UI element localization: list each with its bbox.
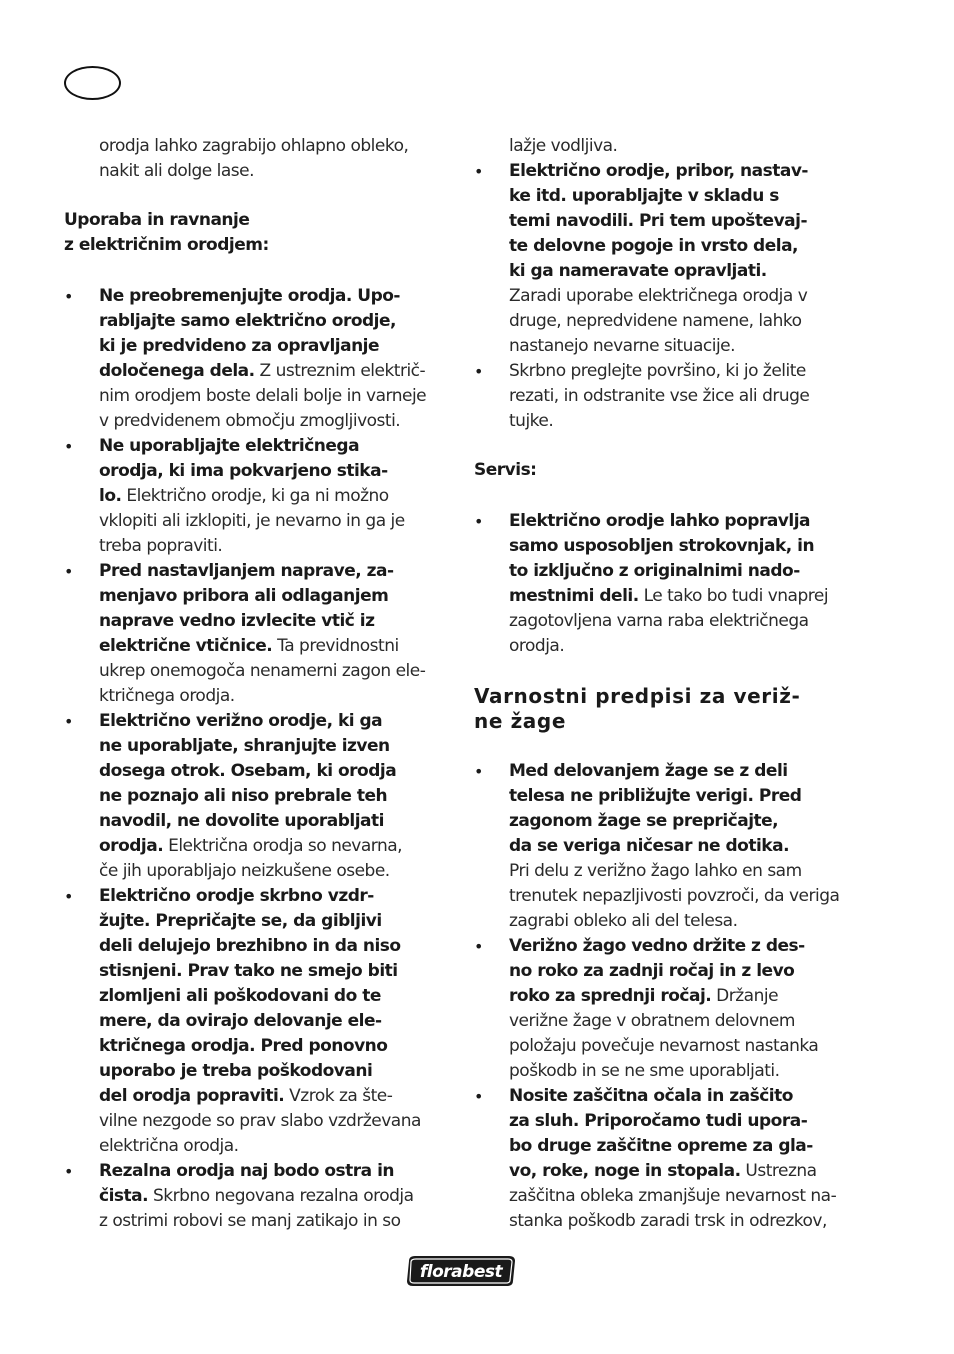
bullet-dot: • <box>64 887 73 906</box>
bullet-text-bold: uporabo je treba poškodovani <box>99 1061 373 1081</box>
bullet-text-normal: Skrbno negovana rezalna orodja <box>148 1186 414 1206</box>
bullet-text-line <box>509 984 778 1009</box>
bullet-dot: • <box>474 362 483 381</box>
bullet-text-normal: v predvidenem območju zmogljivosti. <box>99 411 401 431</box>
bullet-text-bold: te delovne pogoje in vrsto dela, <box>509 236 798 256</box>
bullet-text-bold: orodja, ki ima pokvarjeno stika- <box>99 461 388 481</box>
bullet-text-bold: navodil, ne dovolite uporabljati <box>99 811 384 831</box>
bullet-text-bold: Električno orodje lahko popravlja <box>509 511 811 531</box>
bullet-text-bold: vo, roke, noge in stopala. <box>509 1161 741 1181</box>
bullet-text-bold: stisnjeni. Prav tako ne smejo biti <box>99 961 398 981</box>
bullet-text-normal: treba popraviti. <box>99 536 223 556</box>
bullet-text-bold: ki ga nameravate opravljati. <box>509 261 767 281</box>
bullet-text-normal: Zaradi uporabe električnega orodja v <box>509 286 808 306</box>
intro-line: orodja lahko zagrabijo ohlapno obleko, <box>99 136 409 156</box>
bullet-text-bold: ne uporabljate, shranjujte izven <box>99 736 390 756</box>
bullet-text-normal: stanka poškodb zaradi trsk in odrezkov, <box>509 1211 827 1231</box>
bullet-text-bold: določenega dela. <box>99 361 255 381</box>
bullet-text-normal: Z ustreznim električ- <box>254 361 426 381</box>
bullet-text-line <box>99 484 389 509</box>
bullet-text-normal: verižne žage v obratnem delovnem <box>509 1011 795 1031</box>
bullet-text-bold: temi navodili. Pri tem upoštevaj- <box>509 211 808 231</box>
intro-line: nakit ali dolge lase. <box>99 161 255 181</box>
bullet-text-bold: Med delovanjem žage se z deli <box>509 761 788 781</box>
bullet-text-bold: da se veriga ničesar ne dotika. <box>509 836 790 856</box>
bullet-text-bold: Električno orodje, pribor, nastav- <box>509 161 808 181</box>
bullet-dot: • <box>474 762 483 781</box>
bullet-text-normal: orodja. <box>509 636 565 656</box>
bullet-text-normal: Le tako bo tudi vnaprej <box>638 586 829 606</box>
bullet-text-bold: ktričnega orodja. Pred ponovno <box>99 1036 388 1056</box>
bullet-text-bold: rabljajte samo električno orodje, <box>99 311 396 331</box>
bullet-dot: • <box>474 512 483 531</box>
bullet-text-bold: zlomljeni ali poškodovani do te <box>99 986 381 1006</box>
bullet-text-bold: deli delujejo brezhibno in da niso <box>99 936 401 956</box>
continuation-line: lažje vodljiva. <box>509 136 618 156</box>
bullet-text-normal: zaščitna obleka zmanjšuje nevarnost na- <box>509 1186 837 1206</box>
bullet-text-normal: rezati, in odstranite vse žice ali druge <box>509 386 810 406</box>
servis-heading: Servis: <box>474 460 537 480</box>
bullet-text-bold: samo usposobljen strokovnjak, in <box>509 536 815 556</box>
bullet-text-normal: Držanje <box>711 986 779 1006</box>
bullet-dot: • <box>474 1087 483 1106</box>
bullet-text-normal: Električna orodja so nevarna, <box>163 836 403 856</box>
bullet-text-normal: zagrabi obleko ali del telesa. <box>509 911 738 931</box>
bullet-text-bold: Električno verižno orodje, ki ga <box>99 711 383 731</box>
safety-heading: Varnostni predpisi za veriž- <box>474 684 801 708</box>
bullet-text-bold: ne poznajo ali niso prebrale teh <box>99 786 388 806</box>
bullet-dot: • <box>64 1162 73 1181</box>
bullet-text-line <box>99 1084 392 1109</box>
bullet-text-bold: Ne uporabljajte električnega <box>99 436 360 456</box>
bullet-text-line <box>99 1184 414 1209</box>
bullet-text-line <box>509 1159 817 1184</box>
bullet-text-bold: ki je predvideno za opravljanje <box>99 336 380 356</box>
bullet-text-bold: Pred nastavljanjem naprave, za- <box>99 561 394 581</box>
right-column <box>474 0 864 1354</box>
bullet-text-normal: poškodb in se ne sme uporabljati. <box>509 1061 780 1081</box>
bullet-text-bold: Električno orodje skrbno vzdr- <box>99 886 374 906</box>
bullet-text-bold: Verižno žago vedno držite z des- <box>509 936 805 956</box>
bullet-text-bold: lo. <box>99 486 122 506</box>
bullet-text-normal: če jih uporabljajo neizkušene osebe. <box>99 861 390 881</box>
bullet-text-normal: položaju povečuje nevarnost nastanka <box>509 1036 819 1056</box>
bullet-text-bold: del orodja popraviti. <box>99 1086 285 1106</box>
bullet-text-normal: druge, nepredvidene namene, lahko <box>509 311 802 331</box>
bullet-text-normal: ktričnega orodja. <box>99 686 235 706</box>
bullet-text-normal: vilne nezgode so prav slabo vzdrževana <box>99 1111 421 1131</box>
section-heading: z električnim orodjem: <box>64 235 269 255</box>
bullet-text-bold: električne vtičnice. <box>99 636 273 656</box>
safety-heading: ne žage <box>474 709 566 733</box>
bullet-text-bold: naprave vedno izvlecite vtič iz <box>99 611 375 631</box>
bullet-dot: • <box>64 437 73 456</box>
bullet-text-line <box>99 359 425 384</box>
bullet-text-normal: nim orodjem boste delali bolje in varneje <box>99 386 427 406</box>
bullet-text-line <box>509 584 828 609</box>
bullet-text-normal: nastanejo nevarne situacije. <box>509 336 736 356</box>
section-heading: Uporaba in ravnanje <box>64 210 250 230</box>
left-column <box>64 0 449 1354</box>
bullet-text-normal: Ustrezna <box>740 1161 817 1181</box>
bullet-text-normal: Vzrok za šte- <box>284 1086 393 1106</box>
bullet-text-bold: za sluh. Priporočamo tudi upora- <box>509 1111 808 1131</box>
bullet-text-bold: to izključno z originalnimi nado- <box>509 561 800 581</box>
bullet-text-normal: Ta previdnostni <box>272 636 399 656</box>
florabest-logo <box>405 1253 518 1289</box>
bullet-text-line <box>99 634 399 659</box>
bullet-text-normal: zagotovljena varna raba električnega <box>509 611 809 631</box>
bullet-dot: • <box>474 937 483 956</box>
bullet-text-bold: ke itd. uporabljajte v skladu s <box>509 186 779 206</box>
bullet-text-bold: Nosite zaščitna očala in zaščito <box>509 1086 793 1106</box>
bullet-text-bold: čista. <box>99 1186 149 1206</box>
bullet-text-bold: dosega otrok. Osebam, ki orodja <box>99 761 397 781</box>
bullet-text-line <box>99 834 402 859</box>
logo-text: florabest <box>419 1262 503 1282</box>
bullet-text-bold: roko za sprednji ročaj. <box>509 986 712 1006</box>
bullet-text-bold: mestnimi deli. <box>509 586 639 606</box>
bullet-text-normal: tujke. <box>509 411 554 431</box>
bullet-text-normal: trenutek nepazljivosti povzroči, da veriga <box>509 886 840 906</box>
bullet-text-normal: vklopiti ali izklopiti, je nevarno in ga je <box>99 511 405 531</box>
bullet-text-bold: telesa ne približujte verigi. Pred <box>509 786 802 806</box>
bullet-text-bold: bo druge zaščitne opreme za gla- <box>509 1136 813 1156</box>
bullet-text-normal: Pri delu z verižno žago lahko en sam <box>509 861 802 881</box>
bullet-text-bold: Rezalna orodja naj bodo ostra in <box>99 1161 394 1181</box>
bullet-text-normal: Električno orodje, ki ga ni možno <box>121 486 389 506</box>
bullet-text-normal: ukrep onemogoča nenamerni zagon ele- <box>99 661 426 681</box>
bullet-text-bold: žujte. Prepričajte se, da gibljivi <box>99 911 382 931</box>
bullet-dot: • <box>64 287 73 306</box>
bullet-text-normal: Skrbno preglejte površino, ki jo želite <box>509 361 806 381</box>
bullet-dot: • <box>64 562 73 581</box>
bullet-text-normal: električna orodja. <box>99 1136 239 1156</box>
bullet-text-normal: z ostrimi robovi se manj zatikajo in so <box>99 1211 401 1231</box>
bullet-dot: • <box>474 162 483 181</box>
bullet-dot: • <box>64 712 73 731</box>
bullet-text-bold: menjavo pribora ali odlaganjem <box>99 586 389 606</box>
bullet-text-bold: mere, da ovirajo delovanje ele- <box>99 1011 382 1031</box>
bullet-text-bold: Ne preobremenjujte orodja. Upo- <box>99 286 400 306</box>
bullet-text-bold: orodja. <box>99 836 164 856</box>
bullet-text-bold: no roko za zadnji ročaj in z levo <box>509 961 795 981</box>
bullet-text-bold: zagonom žage se prepričajte, <box>509 811 779 831</box>
